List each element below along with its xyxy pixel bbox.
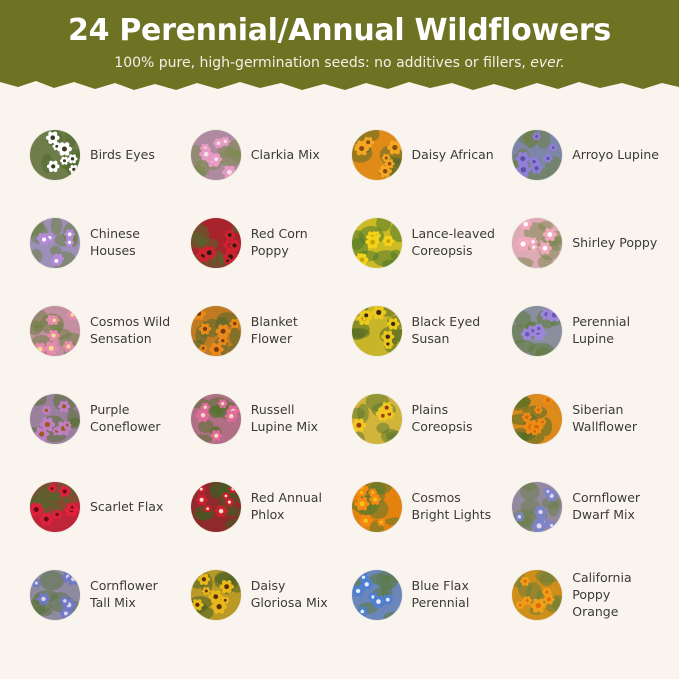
flower-item[interactable] [340,375,501,463]
flower-item[interactable] [340,111,501,199]
subtitle-main: 100% pure, high-germination seeds: no additives or fillers, [114,54,531,71]
flower-item[interactable] [18,375,179,463]
flower-thumbnail-icon [352,218,402,268]
flower-thumbnail-icon [191,482,241,532]
flower-thumbnail-icon [512,482,562,532]
flower-thumbnail-icon [191,394,241,444]
flower-label: Perennial Lupine [572,314,631,347]
flower-label: Lance-leaved Coreopsis [411,226,495,259]
flower-label: Siberian Wallflower [572,402,637,435]
torn-paper-edge [0,78,679,94]
flower-item[interactable] [179,375,340,463]
flower-label: Scarlet Flax [90,498,164,514]
flower-thumbnail-icon [30,570,80,620]
flower-thumbnail-icon [512,218,562,268]
flower-label: Clarkia Mix [250,146,320,162]
flower-label: Birds Eyes [90,146,155,162]
flower-item[interactable] [18,551,179,639]
flower-item[interactable] [500,375,661,463]
flower-item[interactable] [500,551,661,639]
flower-item[interactable] [179,287,340,375]
flower-label: Daisy African [411,146,494,162]
flower-grid [0,93,679,639]
flower-item[interactable] [18,199,179,287]
flower-label: Purple Coneflower [90,402,161,435]
flower-label: Cosmos Bright Lights [411,490,492,523]
flower-item[interactable] [18,463,179,551]
flower-label: Cornflower Dwarf Mix [572,490,641,523]
flower-thumbnail-icon [352,130,402,180]
flower-thumbnail-icon [30,482,80,532]
flower-thumbnail-icon [352,482,402,532]
flower-label: Black Eyed Susan [411,314,481,347]
flower-thumbnail-icon [191,130,241,180]
flower-item[interactable] [179,199,340,287]
flower-item[interactable] [179,551,340,639]
flower-thumbnail-icon [512,306,562,356]
flower-item[interactable] [340,463,501,551]
flower-thumbnail-icon [191,218,241,268]
flower-label: Blanket Flower [250,314,298,347]
subtitle-emphasis: ever. [530,54,565,71]
flower-item[interactable] [500,111,661,199]
flower-label: Red Annual Phlox [250,490,322,523]
flower-item[interactable] [179,463,340,551]
flower-item[interactable] [500,287,661,375]
flower-thumbnail-icon [352,306,402,356]
flower-label: Daisy Gloriosa Mix [250,578,328,611]
flower-thumbnail-icon [191,570,241,620]
flower-thumbnail-icon [30,130,80,180]
flower-thumbnail-icon [512,130,562,180]
flower-thumbnail-icon [512,394,562,444]
flower-thumbnail-icon [352,394,402,444]
flower-label: California Poppy Orange [572,569,632,619]
flower-item[interactable] [500,199,661,287]
flower-item[interactable] [500,463,661,551]
flower-label: Plains Coreopsis [411,402,473,435]
flower-thumbnail-icon [30,394,80,444]
flower-label: Russell Lupine Mix [250,402,319,435]
flower-thumbnail-icon [512,570,562,620]
flower-item[interactable] [18,287,179,375]
flower-thumbnail-icon [30,218,80,268]
flower-label: Cosmos Wild Sensation [90,314,171,347]
flower-thumbnail-icon [30,306,80,356]
flower-item[interactable] [340,199,501,287]
flower-thumbnail-icon [191,306,241,356]
flower-thumbnail-icon [352,570,402,620]
poster-header [0,0,679,93]
flower-label: Red Corn Poppy [250,226,308,259]
flower-label: Blue Flax Perennial [411,578,470,611]
flower-item[interactable] [179,111,340,199]
page-subtitle [20,55,659,72]
flower-item[interactable] [340,287,501,375]
flower-label: Shirley Poppy [572,234,658,250]
flower-item[interactable] [340,551,501,639]
page-title: 24 Perennial/Annual Wildflowers [68,13,611,48]
flower-item[interactable] [18,111,179,199]
flower-label: Arroyo Lupine [572,146,659,162]
flower-label: Chinese Houses [90,226,140,259]
flower-label: Cornflower Tall Mix [90,578,158,611]
